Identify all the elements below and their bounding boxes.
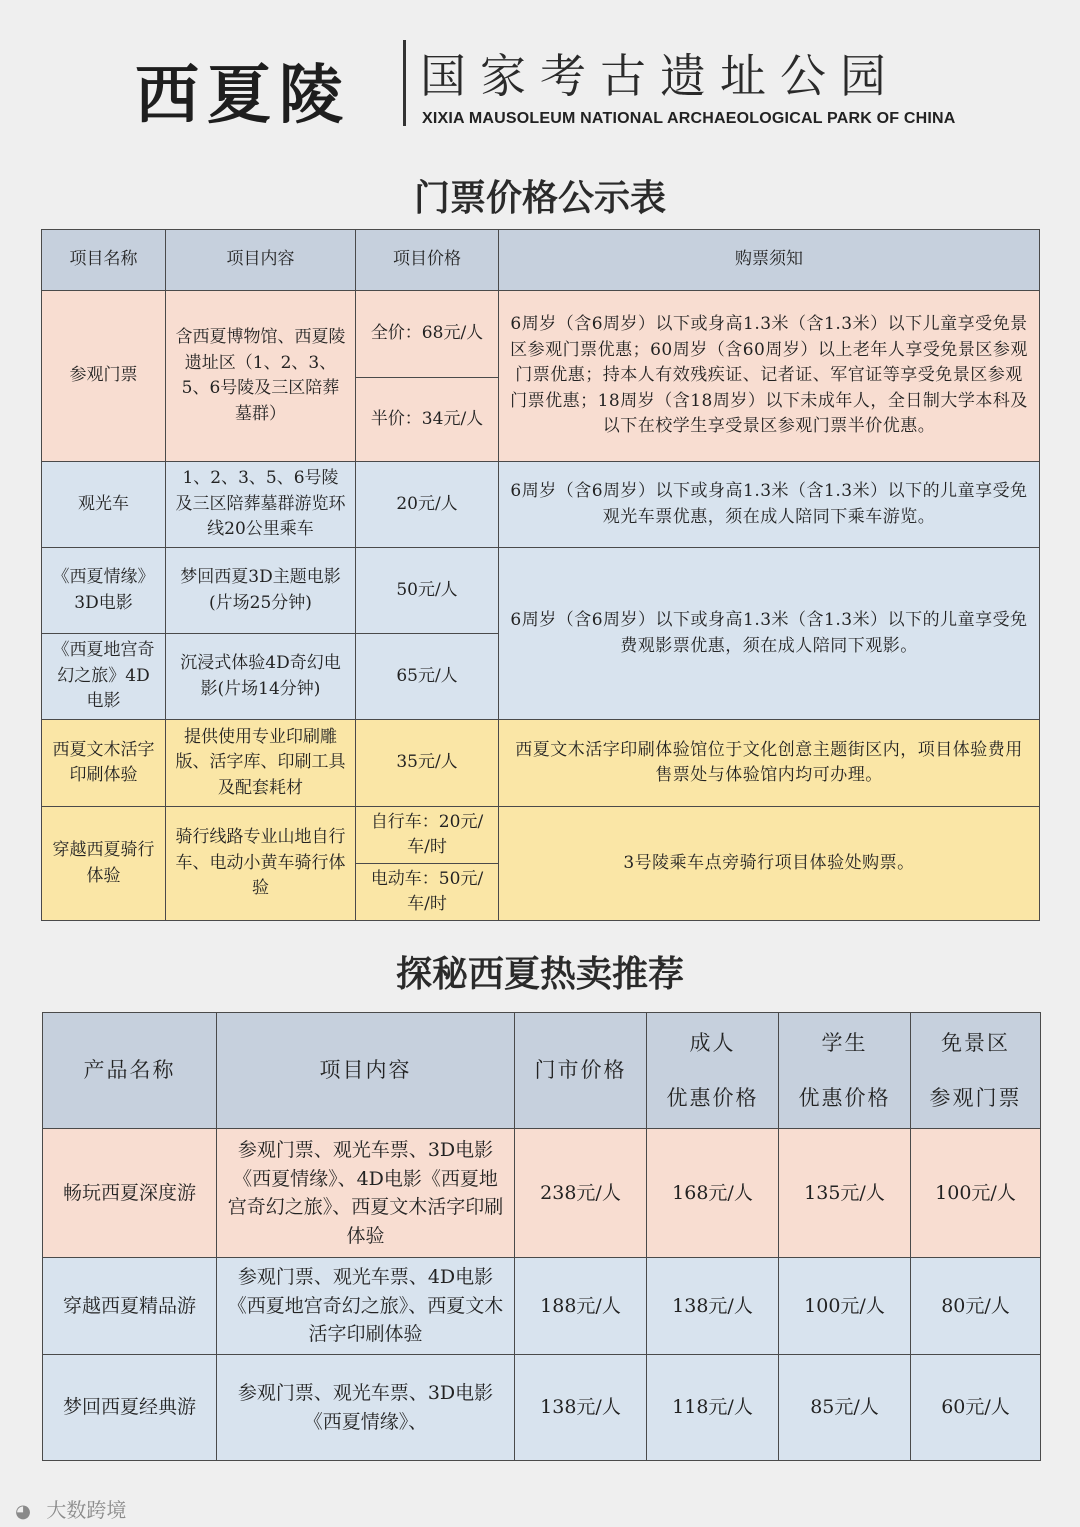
row-notice: 3号陵乘车点旁骑行项目体验处购票。 (499, 807, 1040, 921)
row-price-full: 全价：68元/人 (356, 291, 499, 378)
row-free: 60元/人 (911, 1355, 1041, 1461)
row-free: 100元/人 (911, 1129, 1041, 1258)
row-content: 骑行线路专业山地自行车、电动小黄车骑行体验 (166, 807, 356, 921)
row-price: 35元/人 (356, 720, 499, 807)
col-header-free-line2: 参观门票 (929, 1085, 1022, 1110)
brand-name: 西夏陵 (135, 58, 351, 133)
row-name: 梦回西夏经典游 (43, 1355, 217, 1461)
row-free: 80元/人 (911, 1258, 1041, 1355)
package-table (42, 1012, 1041, 1461)
row-content: 参观门票、观光车票、4D电影《西夏地宫奇幻之旅》、西夏文木活字印刷体验 (217, 1258, 515, 1355)
ticket-price-table (41, 229, 1040, 921)
row-notice: 6周岁（含6周岁）以下或身高1.3米（含1.3米）以下的儿童享受免费观影票优惠，须在成人陪同下观影。 (499, 548, 1040, 720)
row-adult: 168元/人 (647, 1129, 779, 1258)
row-adult: 138元/人 (647, 1258, 779, 1355)
header-divider (403, 40, 406, 126)
col-header-content: 项目内容 (217, 1013, 515, 1129)
page-header (0, 0, 1080, 140)
park-name-en: XIXIA MAUSOLEUM NATIONAL ARCHAEOLOGICAL PARK OF CHINA (422, 110, 956, 127)
watermark (6, 1494, 126, 1523)
table-row (42, 720, 1040, 807)
col-header-product: 产品名称 (43, 1013, 217, 1129)
col-header-adult-line1: 成人 (689, 1030, 736, 1055)
row-price-bike: 自行车：20元/车/时 (356, 807, 499, 864)
row-name: 穿越西夏精品游 (43, 1258, 217, 1355)
row-price: 65元/人 (356, 634, 499, 720)
table-row (43, 1258, 1041, 1355)
row-student: 85元/人 (779, 1355, 911, 1461)
row-retail: 188元/人 (515, 1258, 647, 1355)
table-row (42, 462, 1040, 548)
col-header-retail: 门市价格 (515, 1013, 647, 1129)
row-content: 沉浸式体验4D奇幻电影(片场14分钟) (166, 634, 356, 720)
col-header-student (779, 1013, 911, 1129)
row-price-half: 半价：34元/人 (356, 378, 499, 462)
col-header-notice: 购票须知 (499, 230, 1040, 291)
row-retail: 238元/人 (515, 1129, 647, 1258)
row-content: 梦回西夏3D主题电影(片场25分钟) (166, 548, 356, 634)
col-header-content: 项目内容 (166, 230, 356, 291)
row-price-ebike: 电动车：50元/车/时 (356, 864, 499, 921)
row-name: 穿越西夏骑行体验 (42, 807, 166, 921)
col-header-free-line1: 免景区 (941, 1030, 1010, 1055)
row-name: 《西夏地宫奇幻之旅》4D电影 (42, 634, 166, 720)
row-name: 《西夏情缘》3D电影 (42, 548, 166, 634)
table-row (42, 291, 1040, 378)
col-header-name: 项目名称 (42, 230, 166, 291)
table-header-row (42, 230, 1040, 291)
row-price: 50元/人 (356, 548, 499, 634)
col-header-adult-line2: 优惠价格 (666, 1085, 759, 1110)
col-header-adult (647, 1013, 779, 1129)
table-header-row (43, 1013, 1041, 1129)
table-row (43, 1129, 1041, 1258)
row-notice: 6周岁（含6周岁）以下或身高1.3米（含1.3米）以下儿童享受免景区参观门票优惠；60周岁（含60周岁）以上老年人享受免景区参观门票优惠；持本人有效残疾证、记者证、军官证等享受免景区参观门票优惠；18周岁（含18周岁）以下未成年人，全日制大学本科及以下在校学生享受景区参观门票半价优惠。 (499, 291, 1040, 462)
row-content: 1、2、3、5、6号陵及三区陪葬墓群游览环线20公里乘车 (166, 462, 356, 548)
package-table-title: 探秘西夏热卖推荐 (395, 954, 684, 995)
row-adult: 118元/人 (647, 1355, 779, 1461)
row-content: 参观门票、观光车票、3D电影《西夏情缘》、 (217, 1355, 515, 1461)
row-price: 20元/人 (356, 462, 499, 548)
row-student: 100元/人 (779, 1258, 911, 1355)
row-name: 观光车 (42, 462, 166, 548)
park-name-cn: 国家考古遗址公园 (420, 49, 900, 103)
watermark-text: 大数跨境 (46, 1498, 127, 1522)
ticket-table-title: 门票价格公示表 (413, 178, 666, 219)
row-content: 含西夏博物馆、西夏陵遗址区（1、2、3、5、6号陵及三区陪葬墓群） (166, 291, 356, 462)
row-name: 西夏文木活字印刷体验 (42, 720, 166, 807)
row-name: 参观门票 (42, 291, 166, 462)
table-row (42, 548, 1040, 634)
row-notice: 6周岁（含6周岁）以下或身高1.3米（含1.3米）以下的儿童享受免观光车票优惠，须在成人陪同下乘车游览。 (499, 462, 1040, 548)
table-row (43, 1355, 1041, 1461)
table-row (42, 807, 1040, 864)
row-retail: 138元/人 (515, 1355, 647, 1461)
row-notice: 西夏文木活字印刷体验馆位于文化创意主题街区内，项目体验费用售票处与体验馆内均可办理。 (499, 720, 1040, 807)
col-header-student-line2: 优惠价格 (798, 1085, 891, 1110)
row-content: 提供使用专业印刷雕版、活字库、印刷工具及配套耗材 (166, 720, 356, 807)
weibo-logo-icon: ◕ (15, 1501, 31, 1522)
row-student: 135元/人 (779, 1129, 911, 1258)
col-header-free (911, 1013, 1041, 1129)
row-content: 参观门票、观光车票、3D电影《西夏情缘》、4D电影《西夏地宫奇幻之旅》、西夏文木活字印刷体验 (217, 1129, 515, 1258)
col-header-price: 项目价格 (356, 230, 499, 291)
row-name: 畅玩西夏深度游 (43, 1129, 217, 1258)
col-header-student-line1: 学生 (821, 1030, 868, 1055)
